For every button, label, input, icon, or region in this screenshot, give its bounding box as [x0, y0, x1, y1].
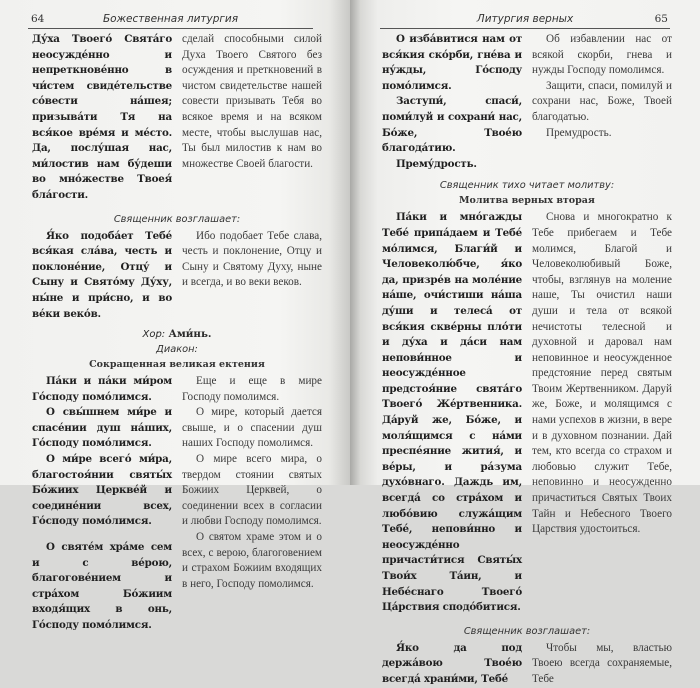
running-title: Божественная литургия: [102, 13, 239, 25]
rubric: Священник тихо читает молитву:: [439, 180, 615, 192]
russian-petition: О мире всего мира, о твердом стоянии святых Божиих Церквей, о соединении всех в согласии и любви Господу помолимся.: [182, 453, 322, 528]
section-heading: Сокращенная великая ектения: [89, 359, 265, 371]
russian-petition: Защити, спаси, помилуй и сохрани нас, Боже, Твоей благодатью.: [532, 79, 672, 123]
russian-text: Чтобы мы, властью Твоею всегда сохраняемые, Тебе: [532, 641, 672, 685]
parallel-text-row: [382, 210, 672, 615]
church-slavonic-petition: О свы́шнем ми́ре и спасе́нии душ на́ших, Го́споду помо́лимся.: [32, 406, 172, 450]
right-page-header: [380, 12, 670, 29]
church-slavonic-text: Я́ко подоба́ет Тебе́ вся́кая сла́ва, честь и поклоне́ние, Отцу́ и Сыну и Свято́му Ду́ху, ны́не и при́сно, и во ве́ки веко́в.: [32, 229, 172, 320]
left-page-header: [28, 12, 313, 29]
russian-petition: Об избавлении нас от всякой скорби, гнева и нужды Господу помолимся.: [532, 33, 672, 77]
parallel-text-row: [32, 229, 322, 323]
rubric: Диакон:: [156, 344, 198, 356]
running-title: Литургия верных: [476, 13, 574, 25]
church-slavonic-petition: О ми́ре всего́ ми́ра, благостоя́нии святы́х Бо́жиих Церкве́й и соедине́нии всех, Го́споду помо́лимся.: [32, 453, 172, 528]
church-slavonic-text: Я́ко да под держа́вою Твое́ю всегда́ храни́ми, Тебе́: [382, 641, 522, 685]
left-page: [0, 0, 350, 631]
russian-petition: Еще и еще в мире Господу помолимся.: [182, 375, 322, 403]
right-page: [350, 0, 700, 685]
russian-petition: О мире, который дается свыше, и о спасении душ наших Господу помолимся.: [182, 406, 322, 450]
russian-petition: Премудрость.: [546, 126, 612, 139]
russian-text: сделай способными силой Духа Твоего Святого без осуждения и преткновений в чистом свидетельстве нашей совести призывать Тебя во всякое время и на всяком месте, чтобы выслушав нас, Ты был милостив к нам во множестве Своей благости.: [182, 33, 322, 170]
russian-text: Ибо подобает Тебе слава, честь и поклонение, Отцу и Сыну и Святому Духу, ныне и всегда, и во веки веков.: [182, 229, 322, 289]
church-slavonic-prayer: Па́ки и мно́гажды Тебе́ припа́даем и Тебе́ мо́лимся, Благи́й и Человеколю́бче, я́ко да, призре́в на моле́ние на́ше, очи́стиши на́ша ду́ши и телеса́ от вся́кия скве́рны пло́ти и ду́ха и да́си нам непови́нное и неосужде́нное предстоя́ние свята́го Твоего́ Же́ртвенника. Да́руй же, Бо́же, и моля́щимся с на́ми преспе́яние жития́, и ве́ры, и ра́зума духо́внаго. Даждь им, всегда́ со стра́хом и любо́вию служа́щим Тебе́, непови́нно и неосужде́нно причасти́тися Святы́х Твои́х Та́ин, и Небе́снаго Твоего́ Ца́рствия сподо́битися.: [382, 211, 522, 614]
choir-response: [32, 328, 322, 340]
church-slavonic-petition: Прему́дрость.: [396, 157, 477, 170]
parallel-text-row: [382, 641, 672, 688]
page-number: 65: [654, 13, 668, 25]
church-slavonic-text: Ду́ха Твоего́ Свята́го неосужде́нно и непреткнове́нно в чи́стем свиде́тельстве со́вести на́шея; призыва́ти Тя на вся́кое вре́мя и ме́сто. Да, послу́шая нас, ми́лостив нам бу́деши во мно́жестве Твоея́ бла́гости.: [32, 33, 172, 201]
page-number: 64: [31, 13, 45, 25]
parallel-text-row: [32, 374, 322, 634]
church-slavonic-petition: Заступи́, спаси́, поми́луй и сохрани́ нас, Бо́же, Твое́ю благода́тию.: [382, 95, 522, 155]
parallel-text-row: [32, 32, 322, 204]
russian-petition: О святом храме этом и о всех, с верою, благоговением и страхом Божиим входящих в него, Господу помолимся.: [182, 531, 322, 590]
church-slavonic-petition: Па́ки и па́ки ми́ром Го́споду помо́лимся.: [32, 375, 172, 403]
russian-prayer: Снова и многократно к Тебе прибегаем и Тебе молимся, Благой и Человеколюбивый Боже, чтобы, взглянув на моление наше, Ты очистил наши души и тела от всякой нечистоты телесной и духовной и даровал нам неповинное и неосужденное предстояние перед святым Твоим Жертвенником. Даруй же, Боже, и молящимся с нами успехов в жизни, в вере и в духовном познании. Дай тем, кто всегда со страхом и любовью служит Тебе, неповинно и неосужденно причаститься Святых Твоих Тайн и Небесного Твоего Царствия удостоиться.: [532, 211, 672, 536]
parallel-text-row: [382, 32, 672, 172]
choir-label: Хор:: [142, 329, 166, 341]
church-slavonic-petition: О изба́витися нам от вся́кия ско́рби, гне́ва и ну́жды, Го́споду помо́лимся.: [382, 33, 522, 92]
church-slavonic-petition: О святе́м хра́ме сем и с ве́рою, благогове́нием и стра́хом Бо́жиим входя́щих в онь, Го́споду помо́лимся.: [32, 541, 172, 631]
rubric: Священник возглашает:: [463, 625, 591, 637]
rubric: Священник возглашает:: [113, 213, 241, 225]
left-page-content: [32, 32, 322, 634]
choir-text: Ами́нь.: [168, 328, 212, 341]
right-page-content: [382, 32, 672, 688]
section-heading: Молитва верных вторая: [459, 195, 595, 207]
